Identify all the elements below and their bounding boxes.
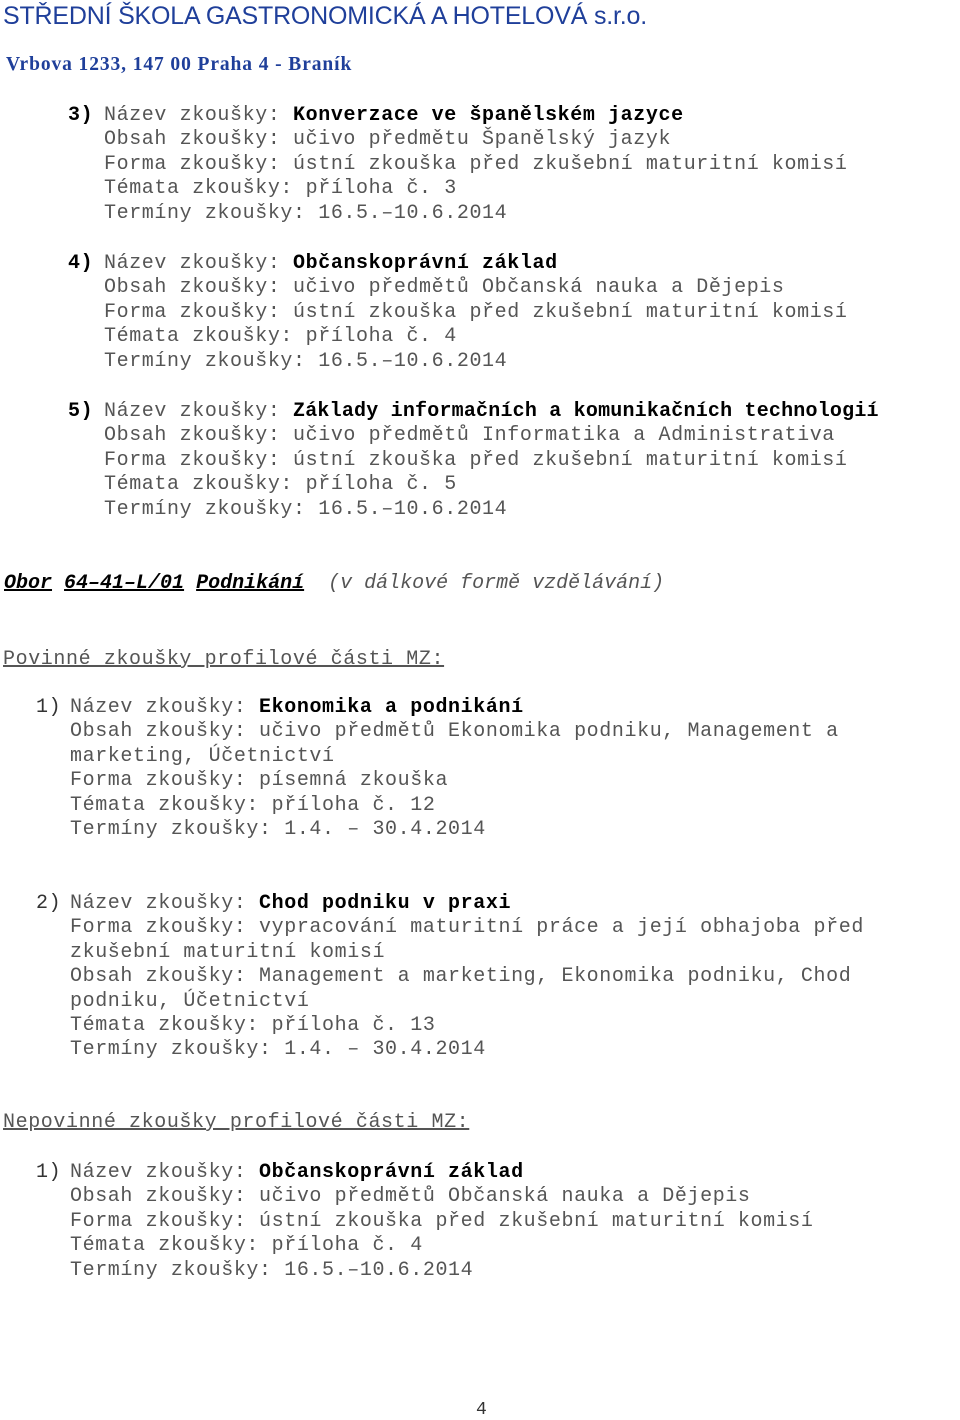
field-note: (v dálkové formě vzdělávání) [328,572,665,595]
exam-dates: Termíny zkoušky: 16.5.–10.6.2014 [104,497,508,521]
exam-dates: Termíny zkoušky: 16.5.–10.6.2014 [104,349,508,373]
field-prefix: Obor [4,572,53,595]
exam-topics: Témata zkoušky: příloha č. 12 [70,793,436,817]
mandatory-exams-heading: Povinné zkoušky profilové části MZ: [3,648,445,671]
exam-item [68,400,879,522]
exam-name: Základy informačních a komunikačních technologií [293,400,879,423]
exam-name-label: Název zkoušky: [104,400,294,423]
school-name: STŘEDNÍ ŠKOLA GASTRONOMICKÁ A HOTELOVÁ s.r.o. [3,2,647,30]
exam-name: Ekonomika a podnikání [259,696,524,719]
exam-topics: Témata zkoušky: příloha č. 5 [104,473,457,497]
field-name: Podnikání [196,572,305,595]
exam-content-cont: podniku, Účetnictví [70,989,310,1013]
exam-item [36,892,864,1063]
exam-form: Forma zkoušky: vypracování maturitní práce a její obhajoba před [70,916,864,940]
exam-name-label: Název zkoušky: [104,252,294,275]
exam-number: 2) [36,892,62,915]
exam-content: Obsah zkoušky: učivo předmětů Ekonomika podniku, Management a [70,720,839,744]
exam-topics: Témata zkoušky: příloha č. 4 [104,325,457,349]
exam-content-cont: marketing, Účetnictví [70,744,335,768]
exam-number: 3) [68,104,94,127]
exam-item [68,104,848,226]
exam-form: Forma zkoušky: ústní zkouška před zkušební maturitní komisí [104,300,848,324]
exam-name: Občanskoprávní základ [293,252,558,275]
exam-topics: Témata zkoušky: příloha č. 3 [104,177,457,201]
exam-number: 1) [36,1161,62,1184]
optional-exams-heading: Nepovinné zkoušky profilové části MZ: [3,1111,470,1134]
exam-content: Obsah zkoušky: učivo předmětu Španělský jazyk [104,128,672,152]
exam-name-label: Název zkoušky: [70,892,260,915]
exam-content: Obsah zkoušky: učivo předmětů Informatika a Administrativa [104,424,835,448]
exam-number: 1) [36,696,62,719]
exam-dates: Termíny zkoušky: 16.5.–10.6.2014 [70,1258,474,1282]
exam-dates: Termíny zkoušky: 1.4. – 30.4.2014 [70,818,486,842]
exam-name: Občanskoprávní základ [259,1161,524,1184]
exam-name: Konverzace ve španělském jazyce [293,104,684,127]
exam-content: Obsah zkoušky: Management a marketing, Ekonomika podniku, Chod [70,965,852,989]
exam-item [68,252,848,374]
exam-dates: Termíny zkoušky: 16.5.–10.6.2014 [104,201,508,225]
field-code: 64–41–L/01 [64,572,185,595]
field-of-study-heading [4,572,664,595]
exam-name-label: Název zkoušky: [70,1161,260,1184]
exam-name-label: Název zkoušky: [104,104,294,127]
exam-name-label: Název zkoušky: [70,696,260,719]
exam-item [36,1161,814,1283]
school-address: Vrbova 1233, 147 00 Praha 4 - Braník [6,54,353,75]
page-number: 4 [476,1400,487,1420]
exam-form: Forma zkoušky: ústní zkouška před zkušební maturitní komisí [70,1209,814,1233]
exam-number: 5) [68,400,94,423]
exam-name: Chod podniku v praxi [259,892,512,915]
exam-form: Forma zkoušky: ústní zkouška před zkušební maturitní komisí [104,448,848,472]
exam-topics: Témata zkoušky: příloha č. 13 [70,1014,436,1038]
exam-form-cont: zkušební maturitní komisí [70,940,386,964]
exam-form: Forma zkoušky: písemná zkouška [70,769,449,793]
exam-topics: Témata zkoušky: příloha č. 4 [70,1234,423,1258]
exam-form: Forma zkoušky: ústní zkouška před zkušební maturitní komisí [104,152,848,176]
exam-content: Obsah zkoušky: učivo předmětů Občanská nauka a Dějepis [104,276,785,300]
exam-dates: Termíny zkoušky: 1.4. – 30.4.2014 [70,1038,486,1062]
exam-item [36,696,839,842]
exam-content: Obsah zkoušky: učivo předmětů Občanská nauka a Dějepis [70,1185,751,1209]
exam-number: 4) [68,252,94,275]
